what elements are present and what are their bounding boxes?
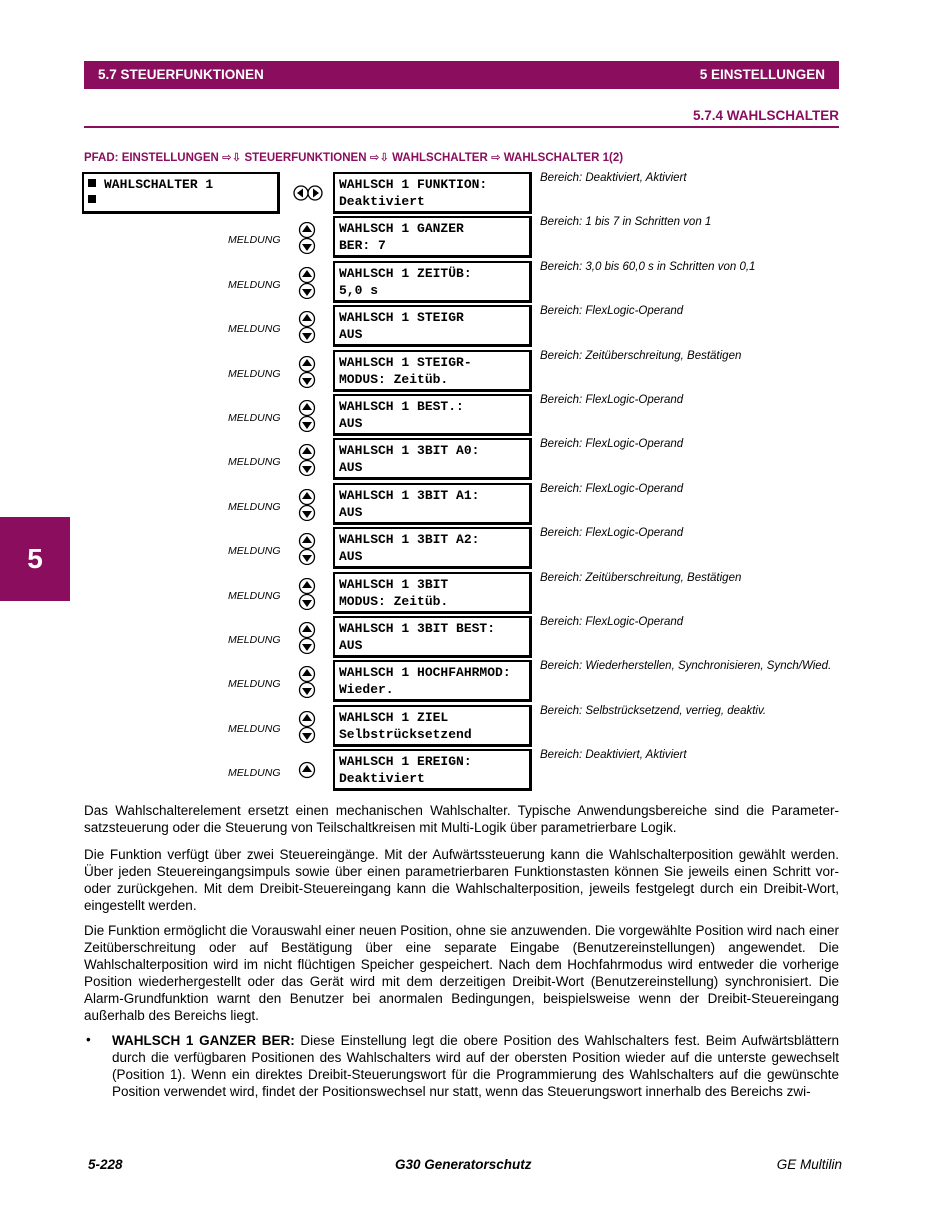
setting-display[interactable] [333, 438, 532, 480]
setting-display[interactable] [333, 394, 532, 436]
up-down-arrows-icon[interactable] [298, 267, 316, 299]
chapter-title: 5 EINSTELLUNGEN [699, 67, 825, 82]
setting-name: WAHLSCH 1 BEST.: [339, 399, 464, 414]
setting-range: Bereich: FlexLogic-Operand [540, 394, 684, 406]
footer-page-number: 5-228 [88, 1157, 123, 1172]
setting-name: WAHLSCH 1 STEIGR- [339, 355, 472, 370]
up-down-arrows-icon[interactable] [298, 533, 316, 565]
setting-range: Bereich: FlexLogic-Operand [540, 483, 684, 495]
meldung-label: MELDUNG [228, 234, 281, 246]
meldung-label: MELDUNG [228, 590, 281, 602]
setting-display[interactable] [333, 350, 532, 392]
setting-value: AUS [339, 638, 363, 653]
setting-display[interactable] [333, 572, 532, 614]
setting-row [0, 305, 950, 349]
setting-display[interactable] [333, 172, 532, 214]
setting-range: Bereich: FlexLogic-Operand [540, 438, 684, 450]
setting-name: WAHLSCH 1 EREIGN: [339, 754, 472, 769]
setting-range: Bereich: FlexLogic-Operand [540, 616, 684, 628]
up-down-arrows-icon[interactable] [298, 311, 316, 343]
setting-name: WAHLSCH 1 ZEITÜB: [339, 266, 472, 281]
bullet-term: WAHLSCH 1 GANZER BER: [112, 1033, 295, 1048]
setting-display[interactable] [333, 216, 532, 258]
meldung-label: MELDUNG [228, 368, 281, 380]
setting-row [0, 350, 950, 394]
up-down-arrows-icon[interactable] [298, 666, 316, 698]
meldung-label: MELDUNG [228, 634, 281, 646]
up-down-arrows-icon[interactable] [298, 622, 316, 654]
bullet-body: Diese Einstellung legt die obere Position des Wahlschalters fest. Beim Aufwärtsblättern durch die verfügbaren Positionen des Wahlschalters wird auf der obersten Position wieder auf die unterste gewechselt (Position 1). Wenn ein direktes Dreibit-Steuerungswort für die Programmierung des Wahlschalters auf die gewünschte Position verwendet wird, findet der Positionswechsel nur statt, wenn das Steuerungswort innerhalb des Bereichs zwi- [112, 1033, 839, 1099]
menu-path: PFAD: EINSTELLUNGEN ⇨⇩ STEUERFUNKTIONEN ⇨⇩ WAHLSCHALTER ⇨ WAHLSCHALTER 1(2) [84, 152, 624, 164]
chapter-side-tab: 5 [0, 517, 70, 601]
setting-range: Bereich: FlexLogic-Operand [540, 527, 684, 539]
subsection-title: 5.7.4 WAHLSCHALTER [692, 108, 839, 123]
paragraph-3: Die Funktion ermöglicht die Vorauswahl einer neuen Position, ohne sie anzuwenden. Die vorgewählte Position wird nach einer Zeitüberschreitung oder auf Bestätigung über eine separate Eingabe (Benutzereinstellungen) angewendet. Die Wahlschalterposition wird im nicht flüchtigen Speicher gespeichert. Nach dem Hochfahrmodus wird entweder die vorherige Position wiederhergestellt oder das Gerät wird mit dem derzeitigen Dreibit-Wort (Benutzereinstellung) synchronisiert. Die Alarm-Grundfunktion warnt den Benutzer bei anormalen Bedingungen, beispielsweise wenn der Dreibit-Steuereingang außerhalb des Bereichs liegt. [84, 923, 839, 1023]
setting-row [0, 660, 950, 704]
setting-name: WAHLSCH 1 3BIT A2: [339, 532, 480, 547]
setting-value: AUS [339, 416, 363, 431]
setting-value: Deaktiviert [339, 771, 425, 786]
setting-value: Deaktiviert [339, 194, 425, 209]
setting-display[interactable] [333, 749, 532, 791]
meldung-label: MELDUNG [228, 501, 281, 513]
setting-name: WAHLSCH 1 3BIT A0: [339, 443, 480, 458]
setting-name: WAHLSCH 1 3BIT BEST: [339, 621, 496, 636]
setting-name: WAHLSCH 1 3BIT [339, 577, 449, 592]
up-down-arrows-icon[interactable] [298, 578, 316, 610]
setting-display[interactable] [333, 660, 532, 702]
setting-range: Bereich: Wiederherstellen, Synchronisieren, Synch/Wied. [540, 660, 832, 672]
meldung-label: MELDUNG [228, 767, 281, 779]
up-arrow-icon[interactable] [298, 761, 316, 779]
bullet-paragraph [112, 1032, 839, 1100]
meldung-label: MELDUNG [228, 545, 281, 557]
paragraph-1: Das Wahlschalterelement ersetzt einen mechanischen Wahlschalter. Typische Anwendungsbereiche sind die Parameter-satzsteuerung oder die Steuerung von Teilschaltkreisen mit Multi-Logik über parametrierbare Logik. [84, 803, 839, 835]
footer-product: G30 Generatorschutz [395, 1157, 532, 1172]
setting-range: Bereich: Deaktiviert, Aktiviert [540, 749, 687, 761]
setting-range: Bereich: 1 bis 7 in Schritten von 1 [540, 216, 712, 228]
setting-range: Bereich: 3,0 bis 60,0 s in Schritten von 0,1 [540, 261, 756, 273]
meldung-label: MELDUNG [228, 456, 281, 468]
setting-name: WAHLSCH 1 STEIGR [339, 310, 464, 325]
subsection-divider [84, 126, 839, 128]
setting-range: Bereich: Zeitüberschreitung, Bestätigen [540, 572, 742, 584]
setting-row [0, 705, 950, 749]
setting-name: WAHLSCH 1 GANZER [339, 221, 464, 236]
setting-name: WAHLSCH 1 3BIT A1: [339, 488, 480, 503]
setting-value: MODUS: Zeitüb. [339, 372, 449, 387]
setting-value: 5,0 s [339, 283, 379, 298]
setting-row [0, 527, 950, 571]
left-right-arrows-icon[interactable] [293, 184, 323, 202]
section-title: 5.7 STEUERFUNKTIONEN [98, 67, 264, 82]
setting-row [0, 616, 950, 660]
setting-range: Bereich: Selbstrücksetzend, verrieg, deaktiv. [540, 705, 767, 717]
up-down-arrows-icon[interactable] [298, 489, 316, 521]
footer-company: GE Multilin [776, 1157, 842, 1172]
setting-display[interactable] [333, 527, 532, 569]
setting-name: WAHLSCH 1 HOCHFAHRMOD: [339, 665, 511, 680]
setting-row [0, 261, 950, 305]
setting-value: AUS [339, 460, 363, 475]
setting-value: MODUS: Zeitüb. [339, 594, 449, 609]
setting-range: Bereich: FlexLogic-Operand [540, 305, 684, 317]
meldung-label: MELDUNG [228, 323, 281, 335]
setting-name: WAHLSCH 1 ZIEL [339, 710, 449, 725]
setting-range: Bereich: Zeitüberschreitung, Bestätigen [540, 350, 742, 362]
bullet-marker: • [86, 1032, 91, 1047]
meldung-label: MELDUNG [228, 723, 281, 735]
up-down-arrows-icon[interactable] [298, 711, 316, 743]
meldung-label: MELDUNG [228, 412, 281, 424]
setting-display[interactable] [333, 483, 532, 525]
setting-value: AUS [339, 549, 363, 564]
meldung-label: MELDUNG [228, 678, 281, 690]
setting-row [0, 749, 950, 793]
paragraph-2: Die Funktion verfügt über zwei Steuereingänge. Mit der Aufwärtssteuerung kann die Wahlschalterposition gewählt werden. Über jeden Steuereingangsimpuls sowie über einen parametrierbaren Funktionstasten können Sie jeweils einen Schritt vor- oder zurückgehen. Mit dem Dreibit-Steuereingang kann die Wahlschalterposition, jeweils festgelegt durch ein Dreibit-Wort, eingestellt werden. [84, 847, 839, 913]
setting-row [0, 438, 950, 482]
meldung-label: MELDUNG [228, 279, 281, 291]
section-header-bar [84, 61, 839, 89]
setting-row [0, 172, 950, 216]
setting-name: WAHLSCH 1 FUNKTION: [339, 177, 488, 192]
root-menu-label: WAHLSCHALTER 1 [104, 177, 214, 192]
up-down-arrows-icon[interactable] [298, 356, 316, 388]
setting-value: AUS [339, 505, 363, 520]
setting-display[interactable] [333, 705, 532, 747]
setting-value: Selbstrücksetzend [339, 727, 472, 742]
setting-row [0, 216, 950, 260]
setting-display[interactable] [333, 261, 532, 303]
setting-row [0, 572, 950, 616]
setting-row [0, 483, 950, 527]
setting-display[interactable] [333, 616, 532, 658]
setting-display[interactable] [333, 305, 532, 347]
setting-value: BER: 7 [339, 238, 386, 253]
setting-range: Bereich: Deaktiviert, Aktiviert [540, 172, 687, 184]
setting-value: Wieder. [339, 682, 394, 697]
up-down-arrows-icon[interactable] [298, 444, 316, 476]
up-down-arrows-icon[interactable] [298, 222, 316, 254]
setting-row [0, 394, 950, 438]
setting-value: AUS [339, 327, 363, 342]
up-down-arrows-icon[interactable] [298, 400, 316, 432]
